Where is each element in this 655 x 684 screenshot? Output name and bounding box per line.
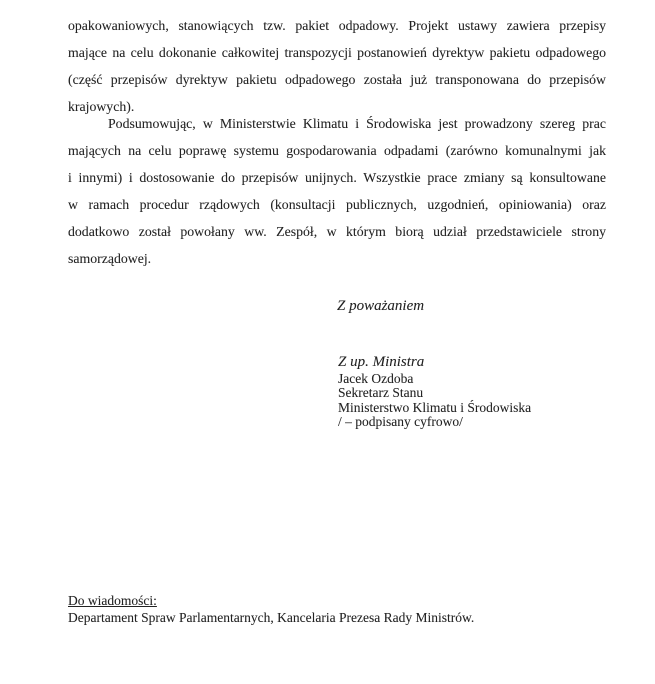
cc-block xyxy=(68,593,474,626)
text-line: mające na celu dokonanie całkowitej transpozycji postanowień dyrektyw pakietu odpadowego xyxy=(68,45,606,60)
body-paragraph-2 xyxy=(68,110,606,272)
text-line: Podsumowując, w Ministerstwie Klimatu i Środowiska jest prowadzony szereg prac xyxy=(108,116,606,131)
text-line: mających na celu poprawę systemu gospodarowania odpadami (zarówno komunalnymi jak xyxy=(68,143,606,158)
signature-organization: Ministerstwo Klimatu i Środowiska xyxy=(338,399,532,415)
cc-label: Do wiadomości: xyxy=(68,593,157,608)
cc-recipients: Departament Spraw Parlamentarnych, Kancelaria Prezesa Rady Ministrów. xyxy=(68,609,475,625)
body-paragraph-1 xyxy=(68,12,606,120)
text-line: dodatkowo został powołany ww. Zespół, w którym biorą udział przedstawiciele strony xyxy=(68,224,606,239)
signature-block xyxy=(338,354,531,430)
text-line: (część przepisów dyrektyw pakietu odpadowego została już transponowana do przepisów xyxy=(68,72,606,87)
text-line: samorządowej. xyxy=(68,251,152,266)
signature-authorization: Z up. Ministra xyxy=(338,354,425,370)
text-line: krajowych). xyxy=(68,99,135,114)
closing-salutation: Z poważaniem xyxy=(337,298,425,314)
signature-digital-note: / – podpisany cyfrowo/ xyxy=(338,414,463,430)
signature-name: Jacek Ozdoba xyxy=(338,371,414,386)
text-line: i innymi) i dostosowanie do przepisów unijnych. Wszystkie prace zmiany są konsultowane xyxy=(68,170,606,185)
text-line: opakowaniowych, stanowiących tzw. pakiet odpadowy. Projekt ustawy zawiera przepisy xyxy=(68,18,606,33)
signature-title: Sekretarz Stanu xyxy=(338,385,424,401)
text-line: w ramach procedur rządowych (konsultacji publicznych, uzgodnień, opiniowania) oraz xyxy=(68,197,606,212)
